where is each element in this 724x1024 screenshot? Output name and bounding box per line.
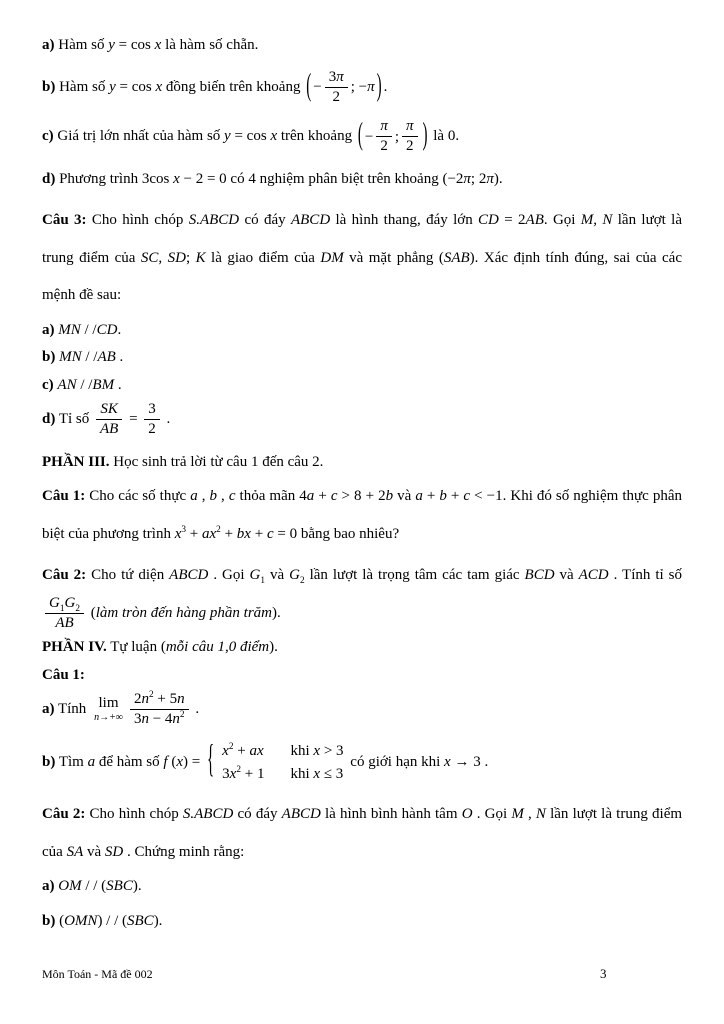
text-run: + bbox=[186, 525, 202, 542]
math-run: f bbox=[163, 753, 168, 770]
text-run: là 0. bbox=[429, 128, 460, 145]
superscript: 2 bbox=[236, 764, 241, 775]
math-run: n bbox=[141, 691, 149, 708]
superscript: 2 bbox=[148, 690, 154, 701]
math-run: x bbox=[222, 742, 229, 759]
math-run: y bbox=[224, 128, 231, 145]
text-run: = cos bbox=[230, 128, 271, 145]
text-run: Tính bbox=[54, 701, 91, 718]
text-run: Phương trình 3cos bbox=[55, 170, 174, 187]
text-run: / / ( bbox=[81, 878, 107, 895]
text-run: Hàm số bbox=[55, 78, 110, 95]
text-run: có giới hạn khi bbox=[346, 753, 445, 770]
text-run: Học sinh trả lời từ câu 1 đến câu 2. bbox=[109, 453, 324, 470]
text-run: + bbox=[220, 525, 237, 542]
text-run: lần lượt là trung điểm của bbox=[42, 212, 682, 266]
text-run: ). bbox=[272, 604, 281, 621]
page-number: 3 bbox=[600, 966, 607, 981]
math-run: AB bbox=[97, 349, 116, 365]
math-run: n bbox=[141, 711, 149, 728]
bold-text: c) bbox=[42, 128, 54, 145]
cau3-a bbox=[42, 319, 682, 342]
phan4-header bbox=[42, 636, 682, 659]
fraction bbox=[325, 69, 348, 107]
text-run: . Chứng minh rằng: bbox=[123, 843, 245, 860]
subscript: 2 bbox=[299, 576, 305, 586]
math-run: SAB bbox=[443, 249, 470, 266]
document-content bbox=[42, 34, 682, 932]
subscript: 1 bbox=[59, 603, 65, 614]
math-run: x bbox=[155, 78, 163, 95]
p3-cau2 bbox=[42, 557, 682, 632]
text-run: ; bbox=[394, 128, 399, 145]
text-run: Cho các số thực bbox=[85, 488, 191, 504]
text-run: , bbox=[593, 212, 603, 228]
fraction-denominator bbox=[130, 710, 189, 728]
open-paren-icon: ( bbox=[357, 118, 363, 153]
math-run: x bbox=[176, 753, 183, 770]
math-run: BCD bbox=[524, 567, 555, 583]
text-run: = 0 bằng bao nhiêu? bbox=[273, 525, 400, 542]
p4-cau1-b bbox=[42, 741, 682, 785]
text-run: 3 bbox=[133, 711, 142, 728]
text-run: → 3 . bbox=[450, 753, 489, 770]
text-run: Tự luận ( bbox=[106, 639, 166, 656]
italic-text: làm tròn đến hàng phần trăm bbox=[95, 604, 272, 621]
text-run: < −1. Khi đó số nghiệm thực phân biệt của phương trình bbox=[42, 488, 682, 542]
text-run: Tìm bbox=[55, 753, 88, 770]
fraction bbox=[130, 691, 189, 729]
text-run: . Gọi bbox=[208, 567, 250, 583]
fraction-numerator bbox=[45, 595, 84, 614]
bold-text: PHẦN III. bbox=[42, 453, 110, 470]
text-run: ( bbox=[87, 604, 96, 621]
math-run: ax bbox=[202, 525, 217, 542]
math-run: S.ABCD bbox=[182, 806, 234, 823]
p3-cau1 bbox=[42, 478, 682, 553]
text-run: + 5 bbox=[153, 691, 178, 708]
text-run: + bbox=[422, 488, 440, 504]
math-run: ABCD bbox=[169, 567, 209, 583]
math-run: SD bbox=[104, 843, 124, 860]
text-run: Tỉ số bbox=[55, 411, 93, 428]
fraction bbox=[45, 595, 84, 633]
p4-cau2-b bbox=[42, 910, 682, 933]
math-run: y bbox=[109, 78, 116, 95]
text-run: ). bbox=[153, 912, 163, 929]
math-run: OMN bbox=[64, 912, 98, 929]
math-run: c bbox=[463, 488, 471, 504]
bold-text: Câu 3: bbox=[42, 212, 87, 228]
text-run: , bbox=[158, 249, 168, 266]
text-run: ) = bbox=[183, 753, 204, 770]
math-run: b bbox=[385, 488, 394, 504]
math-run: SK bbox=[100, 401, 118, 417]
math-run: AB bbox=[100, 421, 119, 438]
math-run: y bbox=[108, 37, 115, 53]
math-run: x bbox=[174, 525, 182, 542]
bold-text: b) bbox=[42, 349, 56, 365]
math-run: bx bbox=[236, 525, 251, 542]
text-run: / / bbox=[81, 349, 98, 365]
text-run: 2 bbox=[148, 421, 156, 438]
text-run: . Tính tỉ số bbox=[608, 567, 683, 583]
math-run: G bbox=[289, 567, 300, 583]
math-run: SA bbox=[66, 843, 84, 860]
text-run: Cho hình chóp bbox=[85, 806, 183, 823]
math-run: CD bbox=[96, 321, 118, 338]
math-run: x bbox=[173, 170, 180, 187]
math-run: G bbox=[49, 594, 60, 611]
text-run: = bbox=[125, 411, 142, 428]
text-run: . bbox=[117, 321, 122, 338]
math-run: BM bbox=[92, 376, 115, 393]
text-run: và bbox=[265, 567, 290, 583]
subscript: 2 bbox=[75, 603, 80, 614]
fraction-numerator bbox=[144, 401, 160, 420]
p4-cau1-a bbox=[42, 691, 682, 729]
fraction bbox=[402, 118, 418, 156]
text-run: − 4 bbox=[148, 711, 173, 728]
math-run: c bbox=[228, 488, 236, 504]
text-run: 3 bbox=[148, 401, 156, 417]
fraction-denominator bbox=[96, 420, 122, 438]
math-run: DM bbox=[320, 249, 344, 266]
text-run: + bbox=[314, 488, 331, 504]
math-run: x bbox=[313, 742, 321, 759]
math-run: MN bbox=[59, 349, 82, 365]
close-paren-icon: ) bbox=[422, 118, 428, 153]
case-expression bbox=[222, 764, 264, 784]
text-run: = 2 bbox=[498, 212, 526, 228]
math-run: x bbox=[313, 765, 321, 782]
math-run: N bbox=[602, 212, 613, 228]
text-run: = cos bbox=[115, 78, 156, 95]
text-run: và mặt phẳng ( bbox=[343, 249, 444, 266]
text-run: ) / / ( bbox=[97, 912, 128, 929]
text-run: để hàm số bbox=[95, 753, 164, 770]
math-run: x bbox=[270, 128, 278, 145]
text-run: ; 2 bbox=[470, 170, 487, 187]
cau3-intro bbox=[42, 202, 682, 315]
math-run: π bbox=[380, 118, 388, 134]
text-run: Cho hình chóp bbox=[86, 212, 189, 228]
math-run: π bbox=[486, 170, 494, 187]
math-run: c bbox=[330, 488, 338, 504]
stmt-b-monotonic bbox=[42, 69, 682, 107]
text-run: là hình thang, đáy lớn bbox=[330, 212, 479, 228]
text-run: là giao điểm của bbox=[205, 249, 321, 266]
fraction bbox=[96, 401, 122, 439]
cau3-b bbox=[42, 346, 682, 369]
text-run: có đáy bbox=[233, 806, 282, 823]
open-paren-icon: ( bbox=[306, 69, 312, 103]
text-run: . bbox=[162, 411, 171, 428]
text-run: và bbox=[393, 488, 416, 504]
text-run: 3 bbox=[222, 765, 230, 782]
text-run: . Gọi bbox=[543, 212, 581, 228]
text-run: có đáy bbox=[239, 212, 291, 228]
limit-subscript: n→+∞ bbox=[94, 712, 123, 724]
limit-operator bbox=[94, 696, 123, 723]
text-run: là hình bình hành tâm bbox=[320, 806, 462, 823]
text-run: ). Xác định tính đúng, sai của các mệnh đề sau: bbox=[42, 249, 682, 303]
case-condition bbox=[290, 764, 343, 784]
italic-text: mỗi câu 1,0 điểm bbox=[165, 639, 270, 656]
text-run: + bbox=[233, 742, 250, 759]
stmt-a-even bbox=[42, 34, 682, 57]
superscript: 3 bbox=[181, 524, 187, 535]
math-run: ACD bbox=[578, 567, 609, 583]
big-paren-group bbox=[304, 69, 383, 107]
text-run: , bbox=[217, 488, 229, 504]
bold-text: b) bbox=[42, 912, 56, 929]
text-run: − 2 = 0 có 4 nghiệm phân biệt trên khoảng (−2 bbox=[179, 170, 464, 187]
math-run: SD bbox=[167, 249, 186, 266]
text-run: / / bbox=[76, 376, 93, 393]
math-run: n bbox=[172, 711, 180, 728]
stmt-d-equation bbox=[42, 168, 682, 191]
math-run: N bbox=[535, 806, 546, 823]
math-run: AB bbox=[525, 212, 544, 228]
bold-text: PHẦN IV. bbox=[42, 639, 107, 656]
p4-cau2-intro bbox=[42, 796, 682, 871]
p4-cau2-a bbox=[42, 875, 682, 898]
text-run: = cos bbox=[114, 37, 155, 53]
math-run: K bbox=[195, 249, 206, 266]
case-condition bbox=[290, 741, 343, 761]
text-run: . bbox=[114, 376, 122, 393]
math-run: x bbox=[229, 765, 237, 782]
text-run: ). bbox=[132, 878, 142, 895]
text-run: Cho tứ diện bbox=[86, 567, 170, 583]
bold-text: c) bbox=[42, 376, 54, 393]
math-run: CD bbox=[478, 212, 499, 228]
text-run: ≤ 3 bbox=[320, 765, 344, 782]
close-paren-icon: ) bbox=[376, 69, 382, 103]
math-run: ABCD bbox=[290, 212, 331, 228]
text-run: ; bbox=[185, 249, 196, 266]
math-run: S.ABCD bbox=[188, 212, 240, 228]
superscript: 2 bbox=[179, 710, 185, 721]
bold-text: b) bbox=[42, 78, 56, 95]
fraction-numerator bbox=[130, 691, 189, 710]
fraction-denominator bbox=[45, 614, 84, 632]
math-run: x bbox=[154, 37, 162, 53]
bold-text: d) bbox=[42, 170, 56, 187]
case-expression bbox=[222, 741, 264, 761]
bold-text: d) bbox=[42, 411, 56, 428]
fraction-denominator bbox=[144, 420, 160, 438]
math-run: π bbox=[463, 170, 471, 187]
math-run: AN bbox=[57, 376, 77, 393]
bold-text: Câu 2: bbox=[42, 806, 86, 823]
math-run: SBC bbox=[106, 878, 133, 895]
fraction-numerator bbox=[402, 118, 418, 137]
text-run: Hàm số bbox=[54, 37, 109, 53]
text-run: khi bbox=[290, 742, 314, 759]
fraction-numerator bbox=[325, 69, 348, 88]
text-run: . bbox=[191, 701, 200, 718]
text-run: ; − bbox=[350, 79, 368, 95]
math-run: SC bbox=[140, 249, 159, 266]
fraction-denominator bbox=[325, 88, 348, 106]
math-run: a bbox=[415, 488, 423, 504]
bold-text: Câu 1: bbox=[42, 666, 85, 683]
text-run: + bbox=[250, 525, 267, 542]
bold-text: a) bbox=[42, 878, 55, 895]
fraction bbox=[376, 118, 392, 156]
fraction-numerator bbox=[96, 401, 122, 420]
cau3-c bbox=[42, 374, 682, 397]
math-run: AB bbox=[55, 614, 74, 631]
math-run: SBC bbox=[127, 912, 154, 929]
text-run: + 1 bbox=[241, 765, 265, 782]
text-run: trên khoảng bbox=[277, 128, 356, 145]
text-run: ( bbox=[55, 912, 65, 929]
math-run: a bbox=[87, 753, 96, 770]
text-run: và bbox=[554, 567, 579, 583]
stmt-c-max bbox=[42, 118, 682, 156]
text-run: đồng biến trên khoảng bbox=[162, 78, 305, 95]
limit-label: lim bbox=[98, 695, 119, 712]
math-run: b bbox=[209, 488, 218, 504]
math-run: π bbox=[406, 118, 414, 134]
bold-text: Câu 2: bbox=[42, 567, 87, 583]
text-run: lần lượt là trọng tâm các tam giác bbox=[304, 567, 525, 583]
math-run: ax bbox=[249, 742, 264, 759]
cases-brace-icon: { bbox=[206, 740, 215, 782]
footer-exam-label: Môn Toán - Mã đề 002 bbox=[42, 967, 153, 981]
text-run: , bbox=[197, 488, 210, 504]
phan3-header bbox=[42, 451, 682, 474]
math-run: n bbox=[177, 691, 185, 708]
text-run: khi bbox=[290, 765, 314, 782]
text-run: . bbox=[115, 349, 124, 365]
text-run: ). bbox=[269, 639, 278, 656]
p4-cau1-label bbox=[42, 664, 682, 687]
math-run: M bbox=[580, 212, 594, 228]
bold-text: Câu 1: bbox=[42, 488, 86, 504]
math-run: G bbox=[64, 594, 76, 611]
fraction-denominator bbox=[402, 137, 418, 155]
bold-text: a) bbox=[42, 37, 55, 53]
text-run: lần lượt là trung điểm của bbox=[42, 806, 683, 860]
math-run: MN bbox=[58, 321, 81, 338]
bold-text: a) bbox=[42, 321, 55, 338]
math-run: ABCD bbox=[281, 806, 321, 823]
text-run: ). bbox=[493, 170, 503, 187]
subscript: 1 bbox=[260, 576, 266, 586]
math-run: a bbox=[190, 488, 198, 504]
text-run: là hàm số chẵn. bbox=[161, 37, 259, 53]
text-run: ( bbox=[167, 753, 177, 770]
math-run: M bbox=[511, 806, 524, 823]
fraction-denominator bbox=[376, 137, 392, 155]
math-run: π bbox=[367, 79, 375, 95]
text-run: 2 bbox=[133, 691, 142, 708]
piecewise-cases bbox=[207, 741, 344, 785]
text-run: / / bbox=[80, 321, 97, 338]
math-run: x bbox=[444, 753, 451, 770]
text-run: − bbox=[364, 128, 374, 145]
math-run: G bbox=[249, 567, 261, 583]
text-run: Giá trị lớn nhất của hàm số bbox=[53, 128, 225, 145]
text-run: − bbox=[313, 79, 322, 95]
cases-rows bbox=[222, 741, 343, 785]
big-paren-group bbox=[356, 118, 430, 156]
text-run: . bbox=[383, 78, 388, 95]
fraction-numerator bbox=[376, 118, 392, 137]
math-run: b bbox=[439, 488, 447, 504]
text-run: và bbox=[83, 843, 105, 860]
text-run: 3 bbox=[328, 68, 337, 85]
bold-text: b) bbox=[42, 753, 56, 770]
paren-content bbox=[365, 118, 421, 156]
math-run: π bbox=[336, 68, 344, 85]
math-run: a bbox=[306, 488, 315, 504]
text-run: , bbox=[523, 806, 536, 823]
math-run: O bbox=[461, 806, 473, 823]
text-run: + bbox=[446, 488, 464, 504]
text-run: . Gọi bbox=[472, 806, 512, 823]
text-run: > 8 + 2 bbox=[337, 488, 386, 504]
math-run: c bbox=[266, 525, 274, 542]
text-run: 2 bbox=[406, 138, 414, 155]
paren-content bbox=[313, 69, 374, 107]
text-run: 2 bbox=[332, 88, 340, 105]
bold-text: a) bbox=[42, 701, 55, 718]
superscript: 2 bbox=[216, 524, 221, 535]
fraction bbox=[144, 401, 160, 439]
superscript: 2 bbox=[228, 741, 234, 752]
text-run: > 3 bbox=[320, 742, 344, 759]
cau3-d bbox=[42, 401, 682, 439]
math-run: OM bbox=[58, 878, 82, 895]
text-run: 2 bbox=[380, 138, 388, 155]
text-run: thỏa mãn 4 bbox=[235, 488, 307, 504]
